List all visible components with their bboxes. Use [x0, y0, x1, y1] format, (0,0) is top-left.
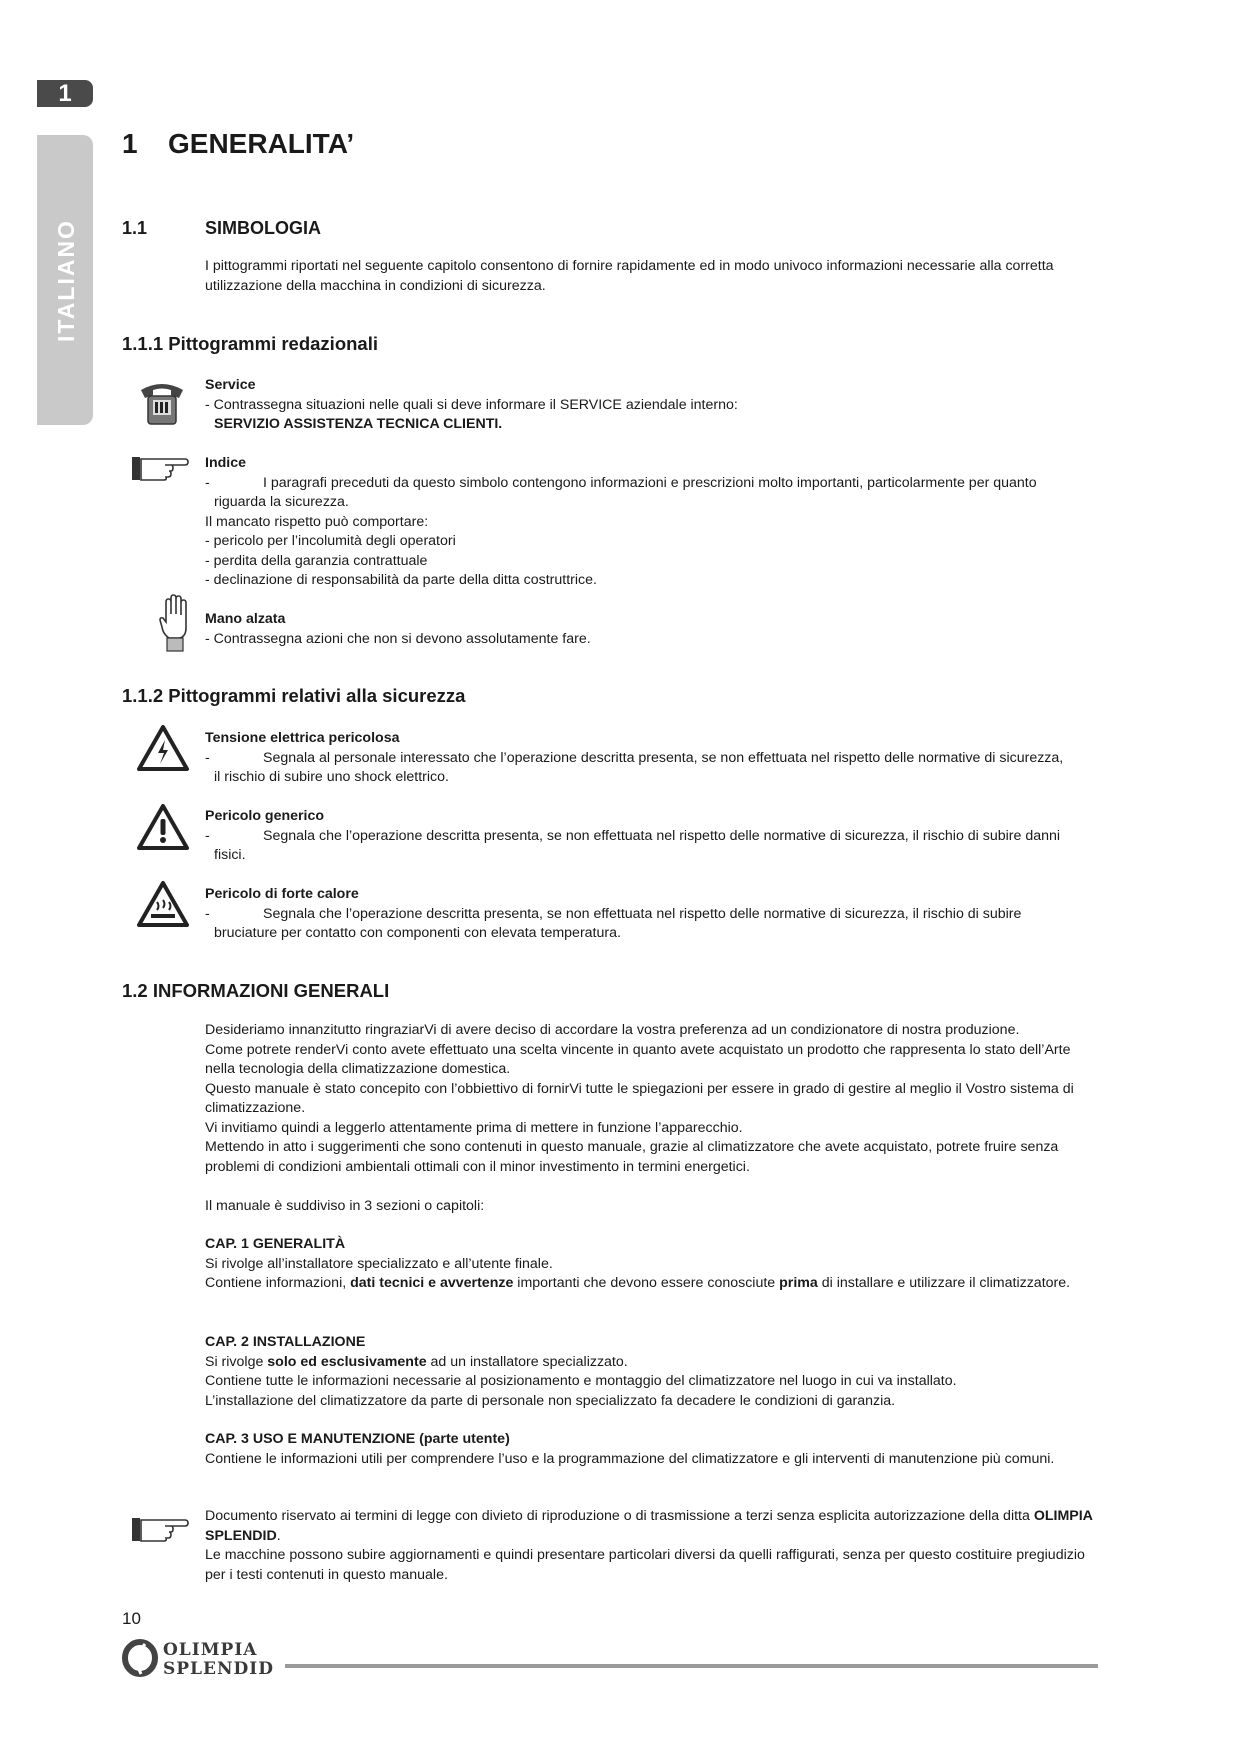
hot-surface-icon — [136, 880, 190, 928]
footer-divider — [285, 1664, 1098, 1668]
section-heading-1-2: 1.2 INFORMAZIONI GENERALI — [122, 980, 390, 1001]
telephone-icon — [137, 378, 187, 428]
electric-hazard-icon — [136, 724, 190, 772]
calore-block: Pericolo di forte calore - Segnala che l’operazione descritta presenta, se non effettuata nel rispetto delle normative di sicurezza, il rischio di subire bruciature per contatto con componenti con elevata temperatura. — [205, 886, 1022, 941]
section-heading-1-1: 1.1 SIMBOLOGIA — [122, 218, 321, 238]
general-danger-icon — [136, 803, 190, 851]
mano-alzata-block: Mano alzata - Contrassegna azioni che non si devono assolutamente fare. — [205, 611, 591, 647]
pointing-hand-icon — [131, 1515, 189, 1543]
raised-hand-icon — [159, 594, 191, 652]
service-block: Service - Contrassegna situazioni nelle quali si deve informare il SERVICE aziendale interno: SERVIZIO ASSISTENZA TECNICA CLIENTI. — [205, 377, 738, 432]
cap3-block: CAP. 3 USO E MANUTENZIONE (parte utente) Contiene le informazioni utili per comprendere l’uso e la programmazione del climatizzatore e gli interventi di manutenzione più comuni. — [205, 1431, 1055, 1467]
tensione-block: Tensione elettrica pericolosa - Segnala al personale interessato che l’operazione descritta presenta, se non effettuata nel rispetto delle normative di sicurezza, il rischio di subire uno shock elettrico. — [205, 730, 1064, 785]
section-heading-1-1-2: 1.1.2 Pittogrammi relativi alla sicurezza — [122, 685, 466, 706]
page-number: 10 — [122, 1609, 141, 1628]
generico-block: Pericolo generico - Segnala che l’operazione descritta presenta, se non effettuata nel rispetto delle normative di sicurezza, il rischio di subire danni fisici. — [205, 808, 1061, 863]
indice-block: Indice - I paragrafi preceduti da questo simbolo contengono informazioni e prescrizioni molto importanti, particolarmente per quanto riguarda la sicurezza. Il mancato rispetto può comportare: - pericolo per l’incolumità degli operatori - perdita della garanzia contrattuale - declinazione di responsabilità da parte della ditta costruttrice. — [205, 455, 1037, 588]
simbologia-text: I pittogrammi riportati nel seguente capitolo consentono di fornire rapidamente ed in modo univoco informazioni necessarie alla corretta utilizzazione della macchina in condizioni di sicurezza. — [205, 258, 1054, 294]
chapter-tab: 1 — [37, 80, 93, 107]
chapter-heading: 1 GENERALITA’ — [122, 128, 355, 159]
brand-name-top: OLIMPIA — [163, 1640, 258, 1660]
note-block: Documento riservato ai termini di legge con divieto di riproduzione o di trasmissione a terzi senza esplicita autorizzazione della ditta OLIMPIA SPLENDID. Le macchine possono subire aggiornamenti e quindi presentare particolari diversi da quelli raffigurati, senza per questo costituire pregiudizio per i testi contenuti in questo manuale. — [205, 1508, 1093, 1583]
olimpia-logo-icon — [121, 1638, 161, 1678]
cap1-block: CAP. 1 GENERALITÀ Si rivolge all’installatore specializzato e all’utente finale. Contiene informazioni, dati tecnici e avvertenze importanti che devono essere conosciute prima di installare e utilizzare il climatizzatore. — [205, 1236, 1071, 1291]
section-heading-1-1-1: 1.1.1 Pittogrammi redazionali — [122, 333, 378, 354]
cap2-block: CAP. 2 INSTALLAZIONE Si rivolge solo ed esclusivamente ad un installatore specializzato. Contiene tutte le informazioni necessarie al posizionamento e montaggio del climatizzatore nel luogo in cui va installato. L’installazione del climatizzatore da parte di personale non specializzato fa decadere le condizioni di garanzia. — [205, 1334, 957, 1409]
brand-name-bottom: SPLENDID — [163, 1659, 274, 1679]
pointing-hand-icon — [131, 454, 189, 482]
language-label: ITALIANO — [52, 218, 79, 342]
informazioni-block: Desideriamo innanzitutto ringraziarVi di avere deciso di accordare la vostra preferenza ad un condizionatore di nostra produzione. Come potrete renderVi conto avete effettuato una scelta vincente in quanto avete acquistato un prodotto che rappresenta lo stato dell’Arte nella tecnologia della climatizzazione domestica. Questo manuale è stato concepito con l’obbiettivo di fornirVi tutte le spiegazioni per essere in grado di gestire al meglio il Vostro sistema di climatizzazione. Vi invitiamo quindi a leggerlo attentamente prima di mettere in funzione l’apparecchio. Mettendo in atto i suggerimenti che sono contenuti in questo manuale, grazie al climatizzatore che avete acquistato, potrete fruire senza problemi di condizioni ambientali ottimali con il minor investimento in termini energetici. Il manuale è suddiviso in 3 sezioni o capitoli: — [205, 1022, 1074, 1214]
